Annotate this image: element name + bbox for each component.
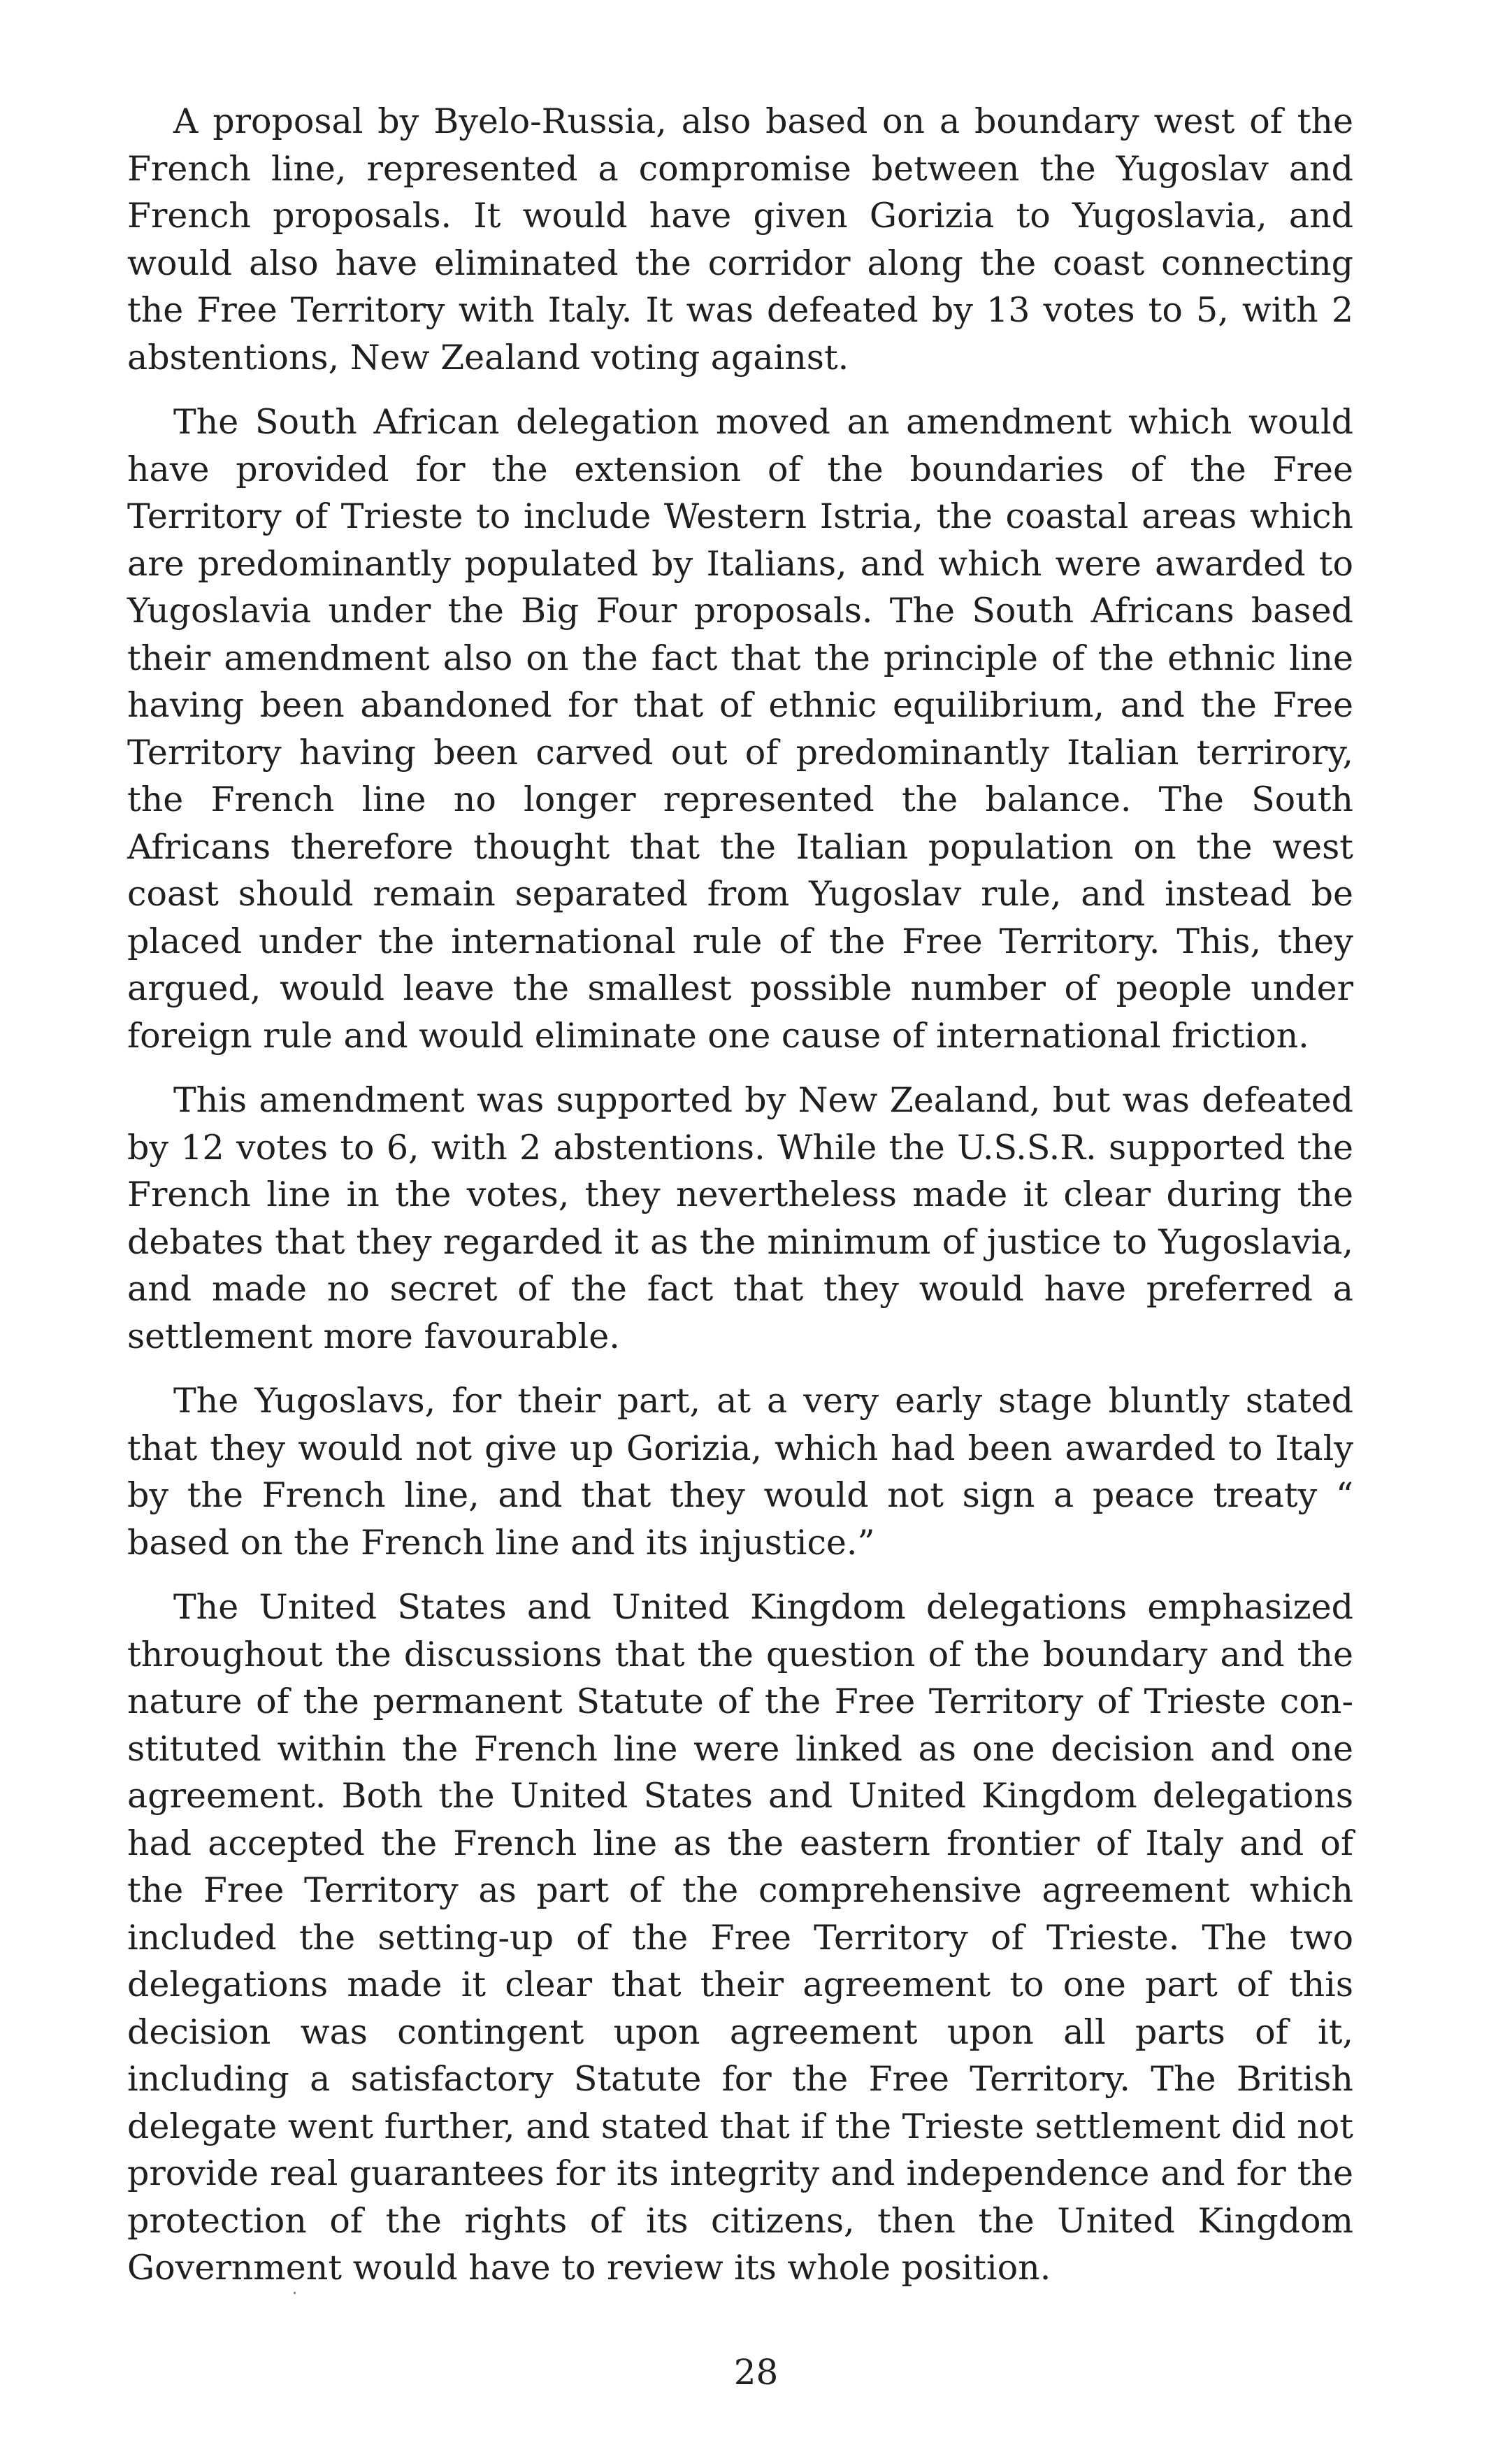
page-number: 28 — [733, 2352, 779, 2393]
body-text — [127, 98, 1353, 2309]
paragraph-yugoslav-position: The Yugoslavs, for their part, at a very early stage bluntly stated that they would not give up Gorizia, which had been awarded to Italy by the French line, and that they would not sign a peace treaty “ based on the French line and its injustice.” — [127, 1381, 1353, 1563]
paper-speck — [294, 2292, 296, 2294]
paragraph-byelo-russia-proposal: A proposal by Byelo-Russia, also based on a boundary west of the French line, represented a compromise between the Yugoslav and French proposals. It would have given Gorizia to Yugoslavia, and would also have eliminated the corridor along the coast connecting the Free Territory with Italy. It was defeated by 13 votes to 5, with 2 abstentions, New Zealand voting against. — [127, 101, 1353, 378]
paragraph-us-uk-position: The United States and United Kingdom delegations emphasized throughout the discussions that the question of the boundary and the nature of the permanent Statute of the Free Territory of Trieste constituted within the French line were linked as one decision and one agreement. Both the United States and United Kingdom delegations had accepted the French line as the eastern frontier of Italy and of the Free Territory as part of the comprehensive agreement which included the setting-up of the Free Territory of Trieste. The two delegations made it clear that their agreement to one part of this decision was contingent upon agreement upon all parts of it, including a satisfactory Statute for the Free Territory. The British delegate went further, and stated that if the Trieste settlement did not provide real guarantees for its integrity and independence and for the protection of the rights of its citizens, then the United Kingdom Government would have to review its whole position. — [127, 1587, 1353, 2288]
paragraph-amendment-vote: This amendment was supported by New Zealand, but was defeated by 12 votes to 6, with 2 abstentions. While the U.S.S.R. supported the French line in the votes, they nevertheless made it clear during the debates that they regarded it as the minimum of justice to Yugoslavia, and made no secret of the fact that they would have preferred a settlement more favourable. — [127, 1080, 1353, 1356]
paragraph-south-african-amendment: The South African delegation moved an amendment which would have provided for the extension of the boundaries of the Free Territory of Trieste to include Western Istria, the coastal areas which are predominantly populated by Italians, and which were awarded to Yugoslavia under the Big Four proposals. The South Africans based their amendment also on the fact that the principle of the ethnic line having been abandoned for that of ethnic equilibrium, and the Free Territory having been carved out of predominantly Italian terrirory, the French line no longer represented the balance. The South Africans therefore thought that the Italian population on the west coast should remain separated from Yugoslav rule, and instead be placed under the international rule of the Free Territory. This, they argued, would leave the smallest possible number of people under foreign rule and would eliminate one cause of international friction. — [127, 402, 1353, 1056]
